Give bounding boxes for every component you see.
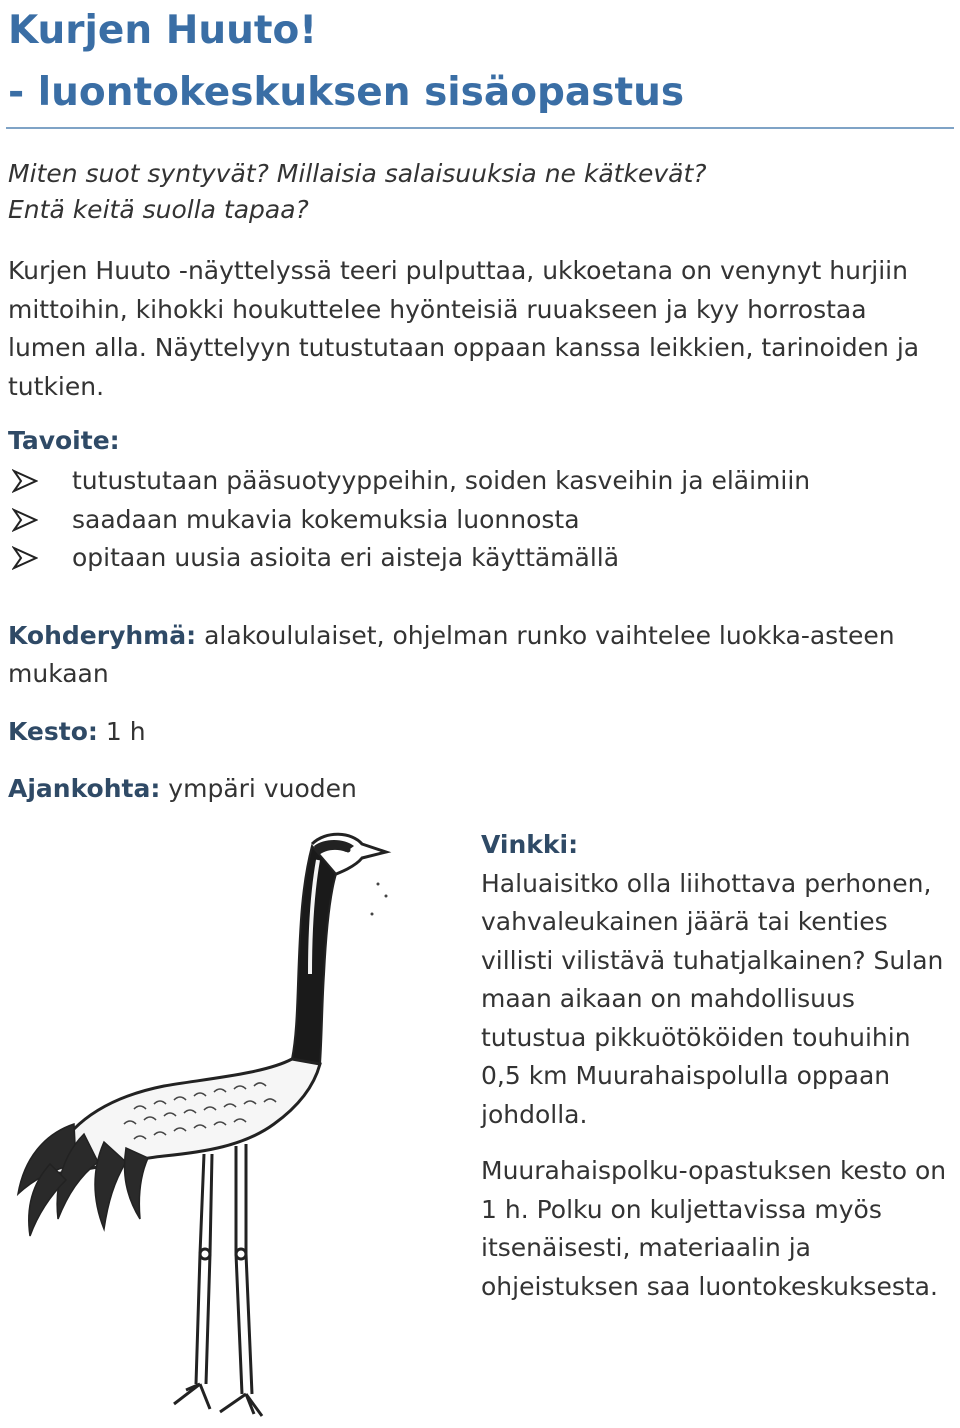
list-item: [12, 501, 810, 540]
list-item: [12, 462, 810, 501]
title-line-2: - luontokeskuksen sisäopastus: [8, 70, 685, 115]
tip-box: [481, 826, 951, 1306]
timing-label: Ajankohta:: [8, 774, 161, 803]
goals-label: Tavoite:: [8, 426, 120, 455]
title-line-1: Kurjen Huuto!: [8, 8, 318, 53]
goals-list: [12, 462, 810, 578]
goal-text: tutustutaan pääsuotyyppeihin, soiden kasveihin ja eläimiin: [72, 466, 811, 495]
intro-questions: [8, 156, 948, 228]
arrow-bullet-icon: [12, 546, 38, 570]
arrow-bullet-icon: [12, 508, 38, 532]
duration-label: Kesto:: [8, 717, 98, 746]
goal-text: opitaan uusia asioita eri aisteja käyttämällä: [72, 543, 620, 572]
duration-value: 1 h: [105, 717, 146, 746]
title-divider: [6, 127, 954, 129]
duration: [8, 713, 146, 751]
timing: [8, 770, 357, 808]
intro-line-2: Entä keitä suolla tapaa?: [8, 195, 309, 224]
page-title: [8, 0, 684, 124]
exhibition-description: Kurjen Huuto -näyttelyssä teeri pulputtaa, ukkoetana on venynyt hurjiin mittoihin, kihokki houkuttelee hyönteisiä ruuakseen ja kyy horrostaa lumen alla. Näyttelyyn tutustutaan oppaan kanssa leikkien, tarinoiden ja tutkien.: [8, 256, 920, 401]
target-group: [8, 617, 938, 693]
tip-paragraph-2: Muurahaispolku-opastuksen kesto on 1 h. Polku on kuljettavissa myös itsenäisesti, materiaalin ja ohjeistuksen saa luontokeskuksesta.: [481, 1156, 947, 1301]
timing-value: ympäri vuoden: [168, 774, 357, 803]
arrow-bullet-icon: [12, 469, 38, 493]
crane-illustration: [14, 824, 434, 1424]
target-group-label: Kohderyhmä:: [8, 621, 197, 650]
target-group-value: alakoululaiset, ohjelman runko vaihtelee luokka-asteen mukaan: [8, 621, 895, 688]
goals-heading: [8, 423, 120, 459]
tip-paragraph-1: Haluaisitko olla liihottava perhonen, vahvaleukainen jäärä tai kenties villisti vilistävä tuhatjalkainen? Sulan maan aikaan on mahdollisuus tutustua pikkuötököiden touhuihin 0,5 km Muurahaispolulla oppaan johdolla.: [481, 868, 944, 1129]
tip-heading: Vinkki:: [481, 830, 579, 859]
list-item: [12, 539, 810, 578]
intro-line-1: Miten suot syntyvät? Millaisia salaisuuksia ne kätkevät?: [8, 159, 707, 188]
goal-text: saadaan mukavia kokemuksia luonnosta: [72, 504, 580, 534]
